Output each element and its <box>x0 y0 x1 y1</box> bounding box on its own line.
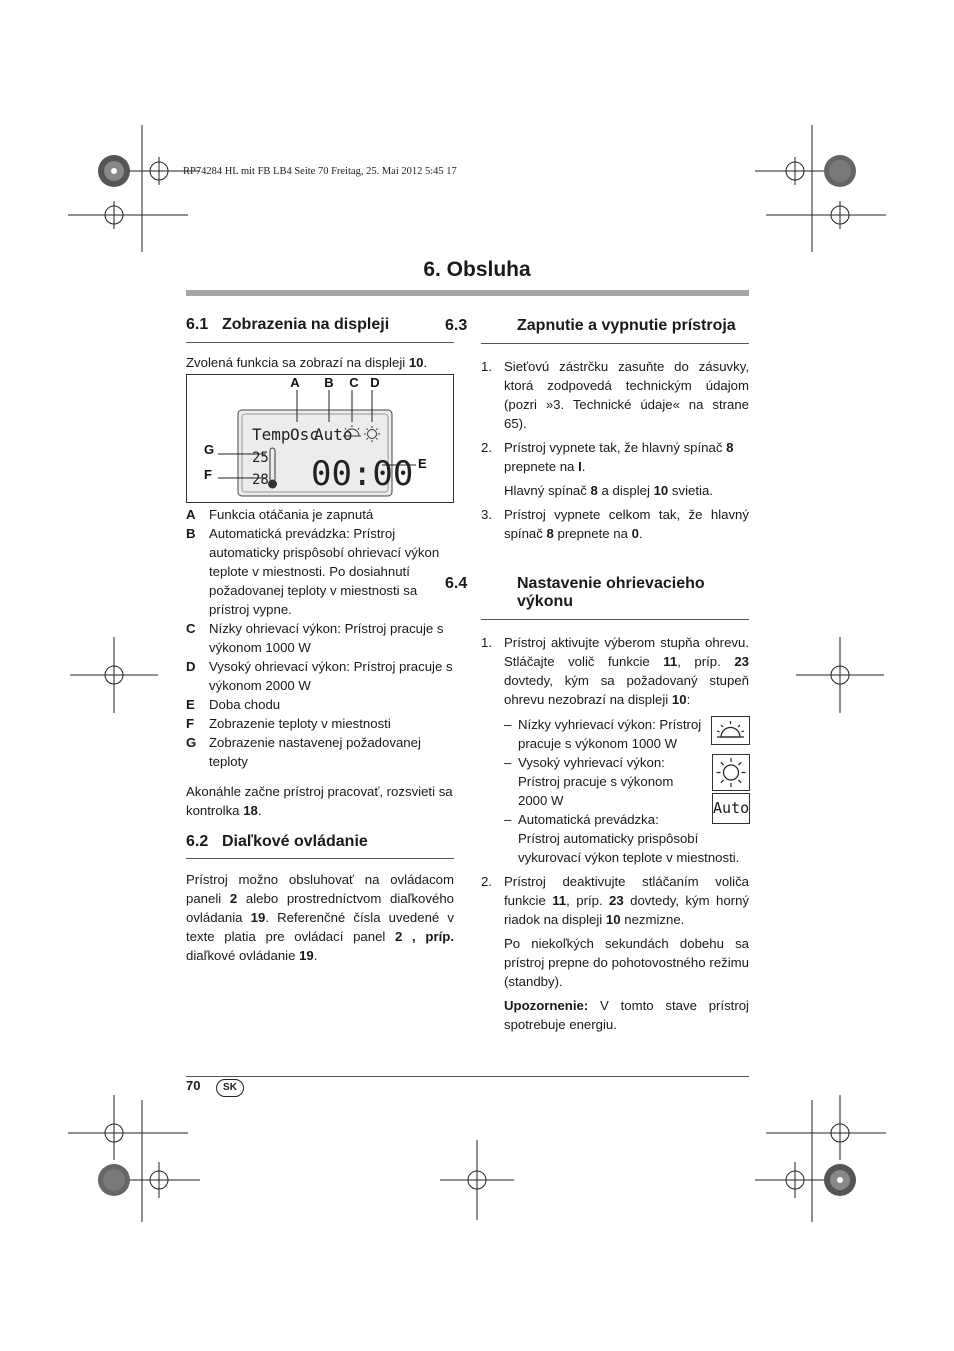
mode-item: – Nízky vyhrievací výkon: Prístroj pracuje s výkonom 1000 W <box>504 717 702 751</box>
page-number: 70 <box>186 1078 201 1093</box>
mode-item: – Automatická prevádzka: <box>504 812 659 827</box>
print-info: RP74284 HL mit FB LB4 Seite 70 Freitag, 25. Mai 2012 5:45 17 <box>183 166 457 177</box>
display-time: 00:00 <box>311 454 414 494</box>
low-heat-mode-icon <box>711 716 750 745</box>
display-osc: Osc <box>290 425 319 444</box>
label-a: A <box>290 375 300 390</box>
section-6-1-after: Akonáhle začne prístroj pracovať, rozsvieti sa kontrolka 18. <box>186 784 453 818</box>
list-item: 1. Prístroj aktivujte výberom stupňa ohrevu. Stláčajte volič funkcie 11, príp. 23 dovtedy, kým sa požadovaný stupeň ohrevu nezobrazí na displeji 10: <box>481 635 749 707</box>
list-note: Po niekoľkých sekundách dobehu sa prístroj prepne do pohotovostného režimu (standby). <box>504 936 749 989</box>
display-temp: Temp <box>252 425 291 444</box>
label-b: B <box>324 375 334 390</box>
legend-item: G Zobrazenie nastavenej požadovanej teploty <box>186 735 421 769</box>
label-c: C <box>349 375 359 390</box>
mode-item-detail: Prístroj automaticky prispôsobí vykurovací výkon teplote v miestnosti. <box>518 831 740 865</box>
legend-item: E Doba chodu <box>186 697 281 712</box>
section-6-4-heading: 6.4 Nastavenie ohrievacieho výkonu <box>445 575 705 610</box>
legend-item: D Vysoký ohrievací výkon: Prístroj pracuje s výkonom 2000 W <box>186 659 453 693</box>
footer-rule <box>186 1076 749 1077</box>
section-6-1-heading: 6.1 Zobrazenia na displeji <box>186 316 390 333</box>
mode-item: – Vysoký vyhrievací výkon: Prístroj pracuje s výkonom 2000 W <box>504 755 674 808</box>
section-6-3-heading: 6.3 Zapnutie a vypnutie prístroja <box>445 317 736 334</box>
label-f: F <box>204 467 212 482</box>
high-heat-mode-icon <box>712 754 750 791</box>
language-badge: SK <box>216 1079 244 1097</box>
legend-item: F Zobrazenie teploty v miestnosti <box>186 716 391 731</box>
display-room-temp: 28 <box>252 472 269 488</box>
display-figure <box>186 374 454 504</box>
title-bar <box>186 290 749 296</box>
section-6-1 <box>186 316 454 372</box>
list-item: 2. Prístroj vypnete tak, že hlavný spínač 8 prepnete na I. <box>481 440 734 474</box>
section-6-2-heading: 6.2 Diaľkové ovládanie <box>186 833 368 850</box>
display-set-temp: 25 <box>252 450 269 466</box>
list-item: 3. Prístroj vypnete celkom tak, že hlavný spínač 8 prepnete na 0. <box>481 507 749 541</box>
label-g: G <box>204 442 215 457</box>
auto-mode-icon: Auto <box>712 793 750 824</box>
legend-item: C Nízky ohrievací výkon: Prístroj pracuje s výkonom 1000 W <box>186 621 444 655</box>
page-title: 6. Obsluha <box>423 258 531 281</box>
list-note: Hlavný spínač 8 a displej 10 svietia. <box>504 483 713 498</box>
section-6-2 <box>186 833 454 965</box>
label-e: E <box>418 456 427 471</box>
legend-item: B Automatická prevádzka: Prístroj automaticky prispôsobí ohrievací výkon teplote v miestnosti. Po dosiahnutí požadovanej teploty v miestnosti sa prístroj vypne. <box>186 526 440 617</box>
section-6-4 <box>445 575 749 1034</box>
legend-item: A Funkcia otáčania je zapnutá <box>186 507 374 522</box>
list-item: 2. Prístroj deaktivujte stláčaním voliča funkcie 11, príp. 23 dovtedy, kým horný riadok na displeji 10 nezmizne. <box>481 874 749 927</box>
display-legend <box>186 505 454 771</box>
section-6-3 <box>445 317 749 543</box>
section-6-1-intro: Zvolená funkcia sa zobrazí na displeji 10. <box>186 355 428 370</box>
section-6-2-text: Prístroj možno obsluhovať na ovládacom paneli 2 alebo prostredníctvom diaľkového ovládania 19. Referenčné čísla uvedené v texte platia pre ovládací panel 2 , príp. diaľkové ovládanie 19. <box>186 872 455 963</box>
label-d: D <box>370 375 380 390</box>
list-item: 1. Sieťovú zástrčku zasuňte do zásuvky, ktorá zodpovedá technickým údajom (pozri »3. Technické údaje« na strane 65). <box>481 359 749 431</box>
display-auto: Auto <box>314 425 353 444</box>
warning-note: Upozornenie: V tomto stave prístroj spotrebuje energiu. <box>504 998 749 1032</box>
